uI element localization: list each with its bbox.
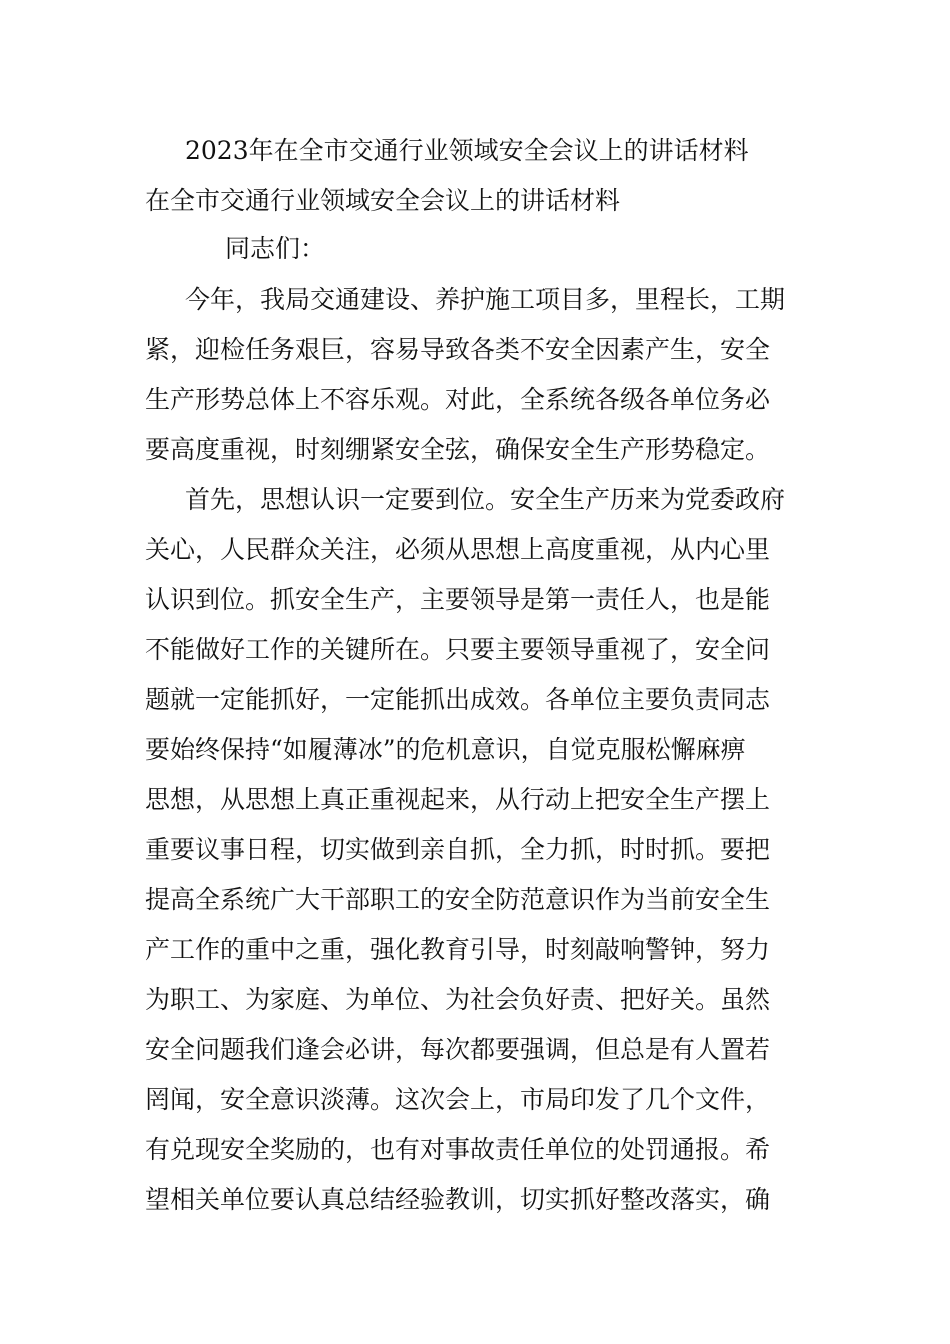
body-line: 要始终保持“如履薄冰”的危机意识，自觉克服松懈麻痹 — [145, 735, 746, 764]
body-line: 提高全系统广大干部职工的安全防范意识作为当前安全生 — [145, 885, 771, 914]
document-subtitle: 在全市交通行业领域安全会议上的讲话材料 — [145, 186, 621, 215]
body-line: 关心，人民群众关注，必须从思想上高度重视，从内心里 — [145, 535, 771, 564]
body-line: 紧，迎检任务艰巨，容易导致各类不安全因素产生，安全 — [145, 335, 771, 364]
body-line: 安全问题我们逢会必讲，每次都要强调，但总是有人置若 — [145, 1035, 771, 1064]
body-line: 思想，从思想上真正重视起来，从行动上把安全生产摆上 — [145, 785, 771, 814]
body-line: 为职工、为家庭、为单位、为社会负好责、把好关。虽然 — [145, 985, 771, 1014]
body-line: 望相关单位要认真总结经验教训，切实抓好整改落实，确 — [145, 1185, 771, 1214]
body-line: 今年，我局交通建设、养护施工项目多，里程长，工期 — [185, 285, 786, 314]
body-line: 首先，思想认识一定要到位。安全生产历来为党委政府 — [185, 485, 786, 514]
body-line: 产工作的重中之重，强化教育引导，时刻敲响警钟，努力 — [145, 935, 771, 964]
body-line: 生产形势总体上不容乐观。对此，全系统各级各单位务必 — [145, 385, 771, 414]
body-line: 要高度重视，时刻绷紧安全弦，确保安全生产形势稳定。 — [145, 435, 771, 464]
body-line: 题就一定能抓好，一定能抓出成效。各单位主要负责同志 — [145, 685, 771, 714]
greeting: 同志们： — [225, 234, 326, 263]
body-line: 有兑现安全奖励的，也有对事故责任单位的处罚通报。希 — [145, 1135, 771, 1164]
body-line: 不能做好工作的关键所在。只要主要领导重视了，安全问 — [145, 635, 771, 664]
document-title: 2023年在全市交通行业领域安全会议上的讲话材料 — [185, 136, 749, 165]
body-line: 罔闻，安全意识淡薄。这次会上，市局印发了几个文件， — [145, 1085, 771, 1114]
body-line: 认识到位。抓安全生产，主要领导是第一责任人，也是能 — [145, 585, 771, 614]
body-line: 重要议事日程，切实做到亲自抓，全力抓，时时抓。要把 — [145, 835, 771, 864]
